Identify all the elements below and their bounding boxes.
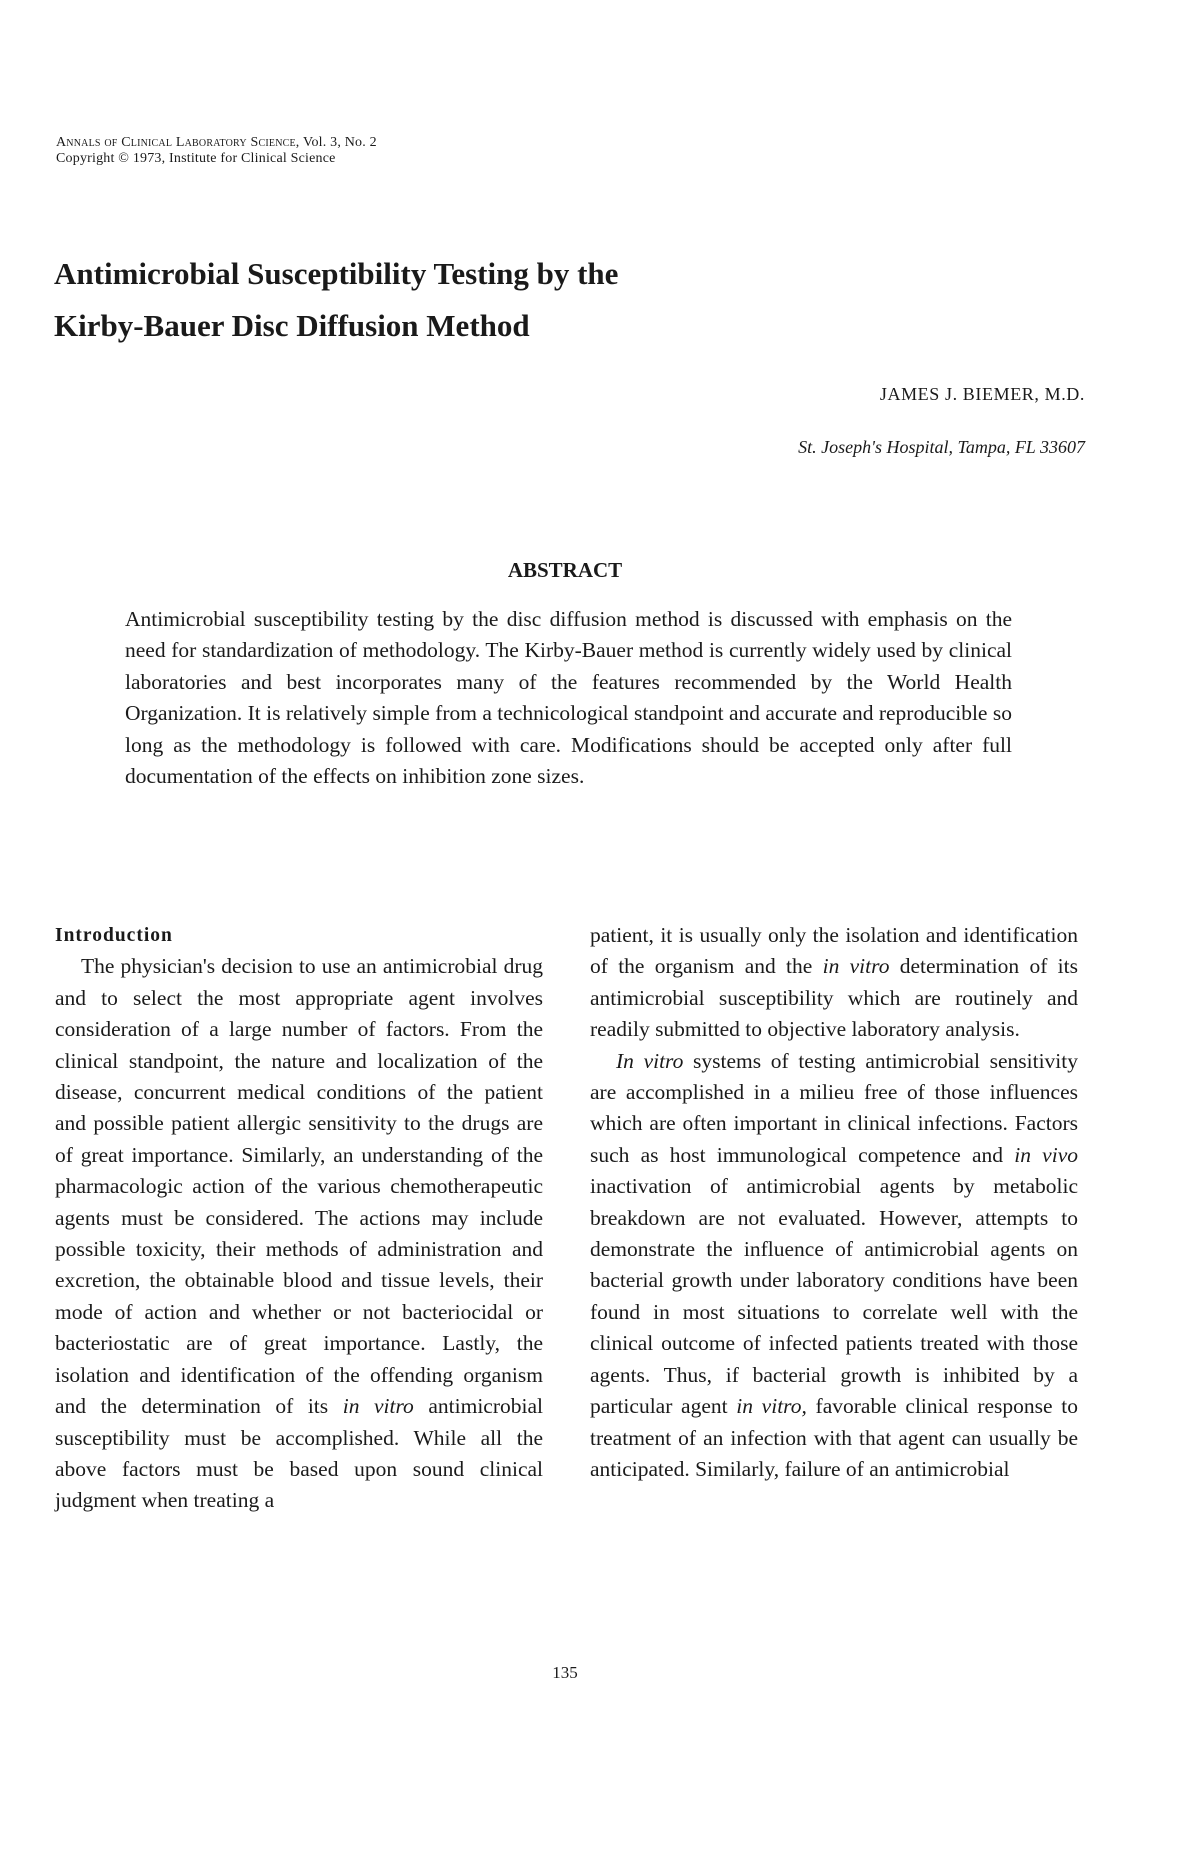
page-number: 135 [552, 1663, 578, 1682]
introduction-heading: Introduction [55, 925, 173, 946]
intro-p1-italic: in vitro [342, 1394, 414, 1419]
intro-p1-text-a: The physician's decision to use an antimicrobial drug and to select the most appropriate agent involves consideration of a large number of factors. From the clinical standpoint, the nature and localization of the disease, concurrent medical conditions of the patient and possible patient allergic sensitivity to the drugs are of great importance. Similarly, an understanding of the pharmacologic action of the various chemotherapeutic agents must be considered. The actions may include possible toxicity, their methods of administration and excretion, the obtainable blood and tissue levels, their mode of action and whether or not bacteriocidal or bacteriostatic are of great importance. Lastly, the isolation and identification of the offending organism and the determination of its [55, 954, 543, 1419]
right-p2-italic-2: in vivo [1014, 1142, 1078, 1167]
volume-issue: Vol. 3, No. 2 [302, 135, 377, 150]
journal-citation-line [56, 135, 377, 151]
intro-p1-text-b: antimicrobial susceptibility must be accomplished. While all the above factors must be based upon sound clinical judgment when treating a [55, 1394, 543, 1513]
running-head [56, 135, 377, 167]
intro-paragraph-2 [590, 1046, 1078, 1486]
author-affiliation: St. Joseph's Hospital, Tampa, FL 33607 [798, 437, 1085, 457]
right-p1-text-a: patient, it is usually only the isolation and identification of the organism and the [590, 923, 1078, 979]
copyright-line: Copyright © 1973, Institute for Clinical Science [56, 151, 336, 166]
right-p2-italic-3: in vitro, [736, 1394, 807, 1419]
right-p1-italic: in vitro [822, 954, 890, 979]
intro-paragraph-1-continued [590, 920, 1078, 1046]
right-p2-italic-1: In vitro [616, 1048, 684, 1073]
author-name: JAMES J. BIEMER, M.D. [879, 384, 1085, 404]
abstract-heading: ABSTRACT [507, 558, 623, 582]
right-p1-text-b: determination of its antimicrobial susceptibility which are routinely and readily submitted to objective laboratory analysis. [590, 954, 1078, 1042]
journal-name: Annals of Clinical Laboratory Science, [56, 135, 300, 150]
right-p2-text-a: systems of testing antimicrobial sensitivity are accomplished in a milieu free of those influences which are often important in clinical infections. Factors such as host immunological competence and [590, 1048, 1078, 1167]
right-column [590, 920, 1078, 1485]
title-line-1: Antimicrobial Susceptibility Testing by the [54, 256, 619, 291]
left-column [55, 920, 543, 1517]
title-line-2: Kirby-Bauer Disc Diffusion Method [54, 308, 530, 343]
intro-paragraph-1 [55, 951, 543, 1516]
right-p2-text-c: favorable clinical response to treatment of an infection with that agent can usually be anticipated. Similarly, failure of an antimicrobial [590, 1394, 1078, 1481]
article-title [54, 248, 954, 352]
abstract-text: Antimicrobial susceptibility testing by the disc diffusion method is discussed with emphasis on the need for standardization of methodology. The Kirby-Bauer method is currently widely used by clinical laboratories and best incorporates many of the features recommended by the World Health Organization. It is relatively simple from a technicological standpoint and accurate and reproducible so long as the methodology is followed with care. Modifications should be accepted only after full documentation of the effects on inhibition zone sizes. [125, 607, 1012, 789]
right-p2-text-b: inactivation of antimicrobial agents by metabolic breakdown are not evaluated. However, attempts to demonstrate the influence of antimicrobial agents on bacterial growth under laboratory conditions have been found in most situations to correlate well with the clinical outcome of infected patients treated with those agents. Thus, if bacterial growth is inhibited by a particular agent [590, 1174, 1078, 1419]
